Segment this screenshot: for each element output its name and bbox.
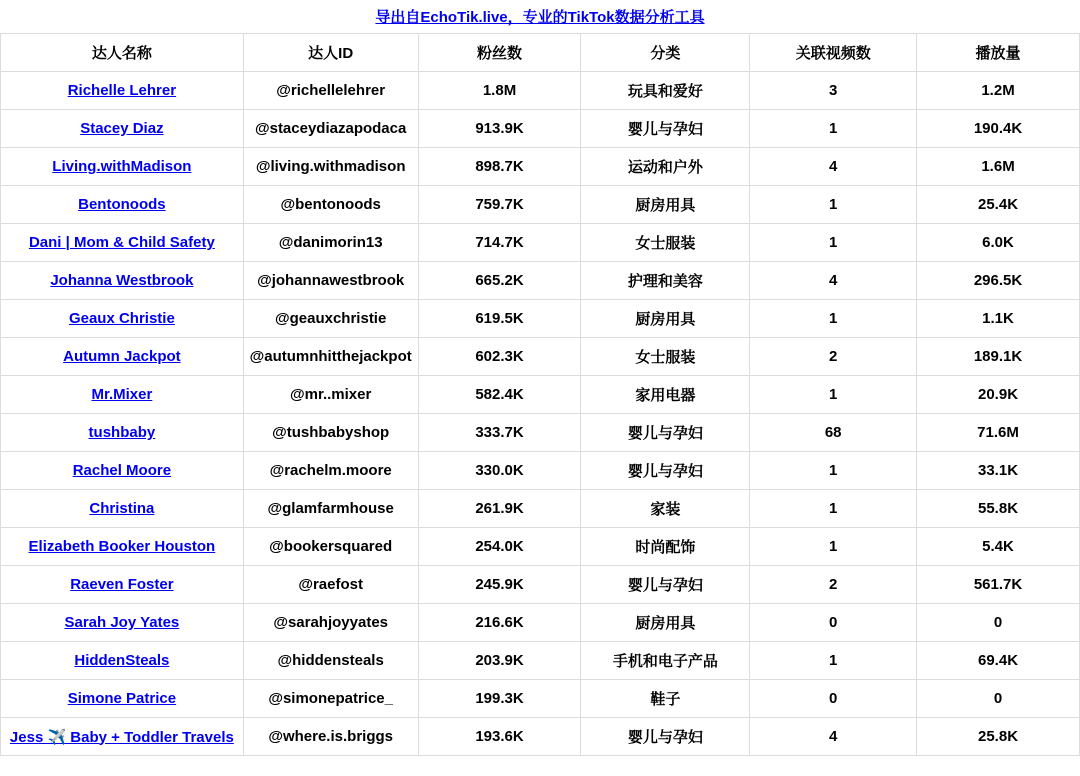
influencer-id-cell: @where.is.briggs [243, 718, 418, 756]
influencer-name-cell [1, 224, 244, 262]
followers-count-cell: 913.9K [418, 110, 581, 148]
category-cell: 时尚配饰 [581, 528, 750, 566]
related-video-count-cell: 1 [750, 376, 917, 414]
influencer-profile-link[interactable]: Johanna Westbrook [50, 272, 194, 289]
play-count-cell: 189.1K [917, 338, 1080, 376]
table-header-row [1, 34, 1080, 72]
table-row [1, 376, 1080, 414]
category-cell: 女士服装 [581, 224, 750, 262]
play-count-cell: 296.5K [917, 262, 1080, 300]
table-row [1, 414, 1080, 452]
play-count-cell: 0 [917, 680, 1080, 718]
related-video-count-cell: 1 [750, 186, 917, 224]
influencer-name-cell [1, 680, 244, 718]
table-body [1, 72, 1080, 756]
influencer-name-cell [1, 566, 244, 604]
column-header: 达人名称 [1, 34, 244, 72]
column-header: 关联视频数 [750, 34, 917, 72]
table-row [1, 262, 1080, 300]
page-header [0, 0, 1080, 33]
influencer-name-cell [1, 300, 244, 338]
play-count-cell: 33.1K [917, 452, 1080, 490]
related-video-count-cell: 68 [750, 414, 917, 452]
related-video-count-cell: 0 [750, 680, 917, 718]
influencer-profile-link[interactable]: Autumn Jackpot [63, 348, 181, 365]
category-cell: 厨房用具 [581, 300, 750, 338]
influencer-id-cell: @tushbabyshop [243, 414, 418, 452]
table-row [1, 338, 1080, 376]
category-cell: 婴儿与孕妇 [581, 452, 750, 490]
category-cell: 玩具和爱好 [581, 72, 750, 110]
category-cell: 家装 [581, 490, 750, 528]
related-video-count-cell: 1 [750, 528, 917, 566]
related-video-count-cell: 4 [750, 148, 917, 186]
influencer-id-cell: @richellelehrer [243, 72, 418, 110]
table-row [1, 528, 1080, 566]
category-cell: 厨房用具 [581, 604, 750, 642]
play-count-cell: 190.4K [917, 110, 1080, 148]
related-video-count-cell: 0 [750, 604, 917, 642]
play-count-cell: 1.2M [917, 72, 1080, 110]
category-cell: 婴儿与孕妇 [581, 718, 750, 756]
related-video-count-cell: 1 [750, 224, 917, 262]
influencer-profile-link[interactable]: Geaux Christie [68, 310, 175, 327]
play-count-cell: 561.7K [917, 566, 1080, 604]
influencer-id-cell: @geauxchristie [243, 300, 418, 338]
related-video-count-cell: 1 [750, 452, 917, 490]
influencer-profile-link[interactable]: Elizabeth Booker Houston [28, 538, 216, 555]
category-cell: 厨房用具 [581, 186, 750, 224]
influencer-id-cell: @sarahjoyyates [243, 604, 418, 642]
play-count-cell: 71.6M [917, 414, 1080, 452]
export-source-link[interactable]: 导出自EchoTik.live，专业的TikTok数据分析工具 [375, 9, 705, 26]
influencer-id-cell: @hiddensteals [243, 642, 418, 680]
influencer-profile-link[interactable]: Dani | Mom & Child Safety [28, 234, 215, 251]
influencer-profile-link[interactable]: Christina [89, 500, 155, 517]
influencer-id-cell: @bookersquared [243, 528, 418, 566]
related-video-count-cell: 1 [750, 300, 917, 338]
followers-count-cell: 193.6K [418, 718, 581, 756]
influencer-name-cell [1, 376, 244, 414]
influencer-profile-link[interactable]: Jess ✈️ Baby + Toddler Travels [9, 728, 234, 746]
influencer-name-cell [1, 262, 244, 300]
play-count-cell: 5.4K [917, 528, 1080, 566]
category-cell: 女士服装 [581, 338, 750, 376]
influencer-name-cell [1, 490, 244, 528]
table-row [1, 718, 1080, 756]
related-video-count-cell: 1 [750, 642, 917, 680]
influencer-profile-link[interactable]: Sarah Joy Yates [64, 614, 180, 631]
column-header: 分类 [581, 34, 750, 72]
influencer-id-cell: @simonepatrice_ [243, 680, 418, 718]
influencer-profile-link[interactable]: Simone Patrice [67, 690, 177, 707]
table-row [1, 642, 1080, 680]
influencer-profile-link[interactable]: Living.withMadison [52, 158, 192, 175]
influencer-profile-link[interactable]: Raeven Foster [70, 576, 174, 593]
category-cell: 婴儿与孕妇 [581, 566, 750, 604]
influencer-id-cell: @bentonoods [243, 186, 418, 224]
influencer-table [0, 33, 1080, 756]
table-row [1, 72, 1080, 110]
followers-count-cell: 582.4K [418, 376, 581, 414]
influencer-id-cell: @autumnhitthejackpot [243, 338, 418, 376]
influencer-id-cell: @staceydiazapodaca [243, 110, 418, 148]
followers-count-cell: 333.7K [418, 414, 581, 452]
table-row [1, 300, 1080, 338]
influencer-id-cell: @johannawestbrook [243, 262, 418, 300]
influencer-name-cell [1, 414, 244, 452]
influencer-profile-link[interactable]: HiddenSteals [74, 652, 170, 669]
followers-count-cell: 216.6K [418, 604, 581, 642]
category-cell: 鞋子 [581, 680, 750, 718]
influencer-name-cell [1, 338, 244, 376]
table-row [1, 224, 1080, 262]
followers-count-cell: 619.5K [418, 300, 581, 338]
influencer-name-cell [1, 110, 244, 148]
category-cell: 婴儿与孕妇 [581, 414, 750, 452]
table-row [1, 604, 1080, 642]
column-header: 粉丝数 [418, 34, 581, 72]
table-row [1, 566, 1080, 604]
influencer-id-cell: @living.withmadison [243, 148, 418, 186]
related-video-count-cell: 1 [750, 490, 917, 528]
play-count-cell: 6.0K [917, 224, 1080, 262]
followers-count-cell: 330.0K [418, 452, 581, 490]
followers-count-cell: 199.3K [418, 680, 581, 718]
influencer-id-cell: @glamfarmhouse [243, 490, 418, 528]
influencer-name-cell [1, 186, 244, 224]
related-video-count-cell: 1 [750, 110, 917, 148]
related-video-count-cell: 2 [750, 566, 917, 604]
influencer-name-cell [1, 718, 244, 756]
influencer-profile-link[interactable]: Rachel Moore [72, 462, 172, 479]
play-count-cell: 69.4K [917, 642, 1080, 680]
followers-count-cell: 602.3K [418, 338, 581, 376]
category-cell: 护理和美容 [581, 262, 750, 300]
influencer-profile-link[interactable]: Richelle Lehrer [67, 82, 177, 99]
followers-count-cell: 714.7K [418, 224, 581, 262]
play-count-cell: 55.8K [917, 490, 1080, 528]
followers-count-cell: 254.0K [418, 528, 581, 566]
influencer-name-cell [1, 604, 244, 642]
followers-count-cell: 203.9K [418, 642, 581, 680]
table-row [1, 148, 1080, 186]
influencer-name-cell [1, 452, 244, 490]
table-row [1, 680, 1080, 718]
play-count-cell: 20.9K [917, 376, 1080, 414]
table-row [1, 186, 1080, 224]
followers-count-cell: 245.9K [418, 566, 581, 604]
play-count-cell: 25.4K [917, 186, 1080, 224]
influencer-profile-link[interactable]: Bentonoods [78, 196, 166, 213]
play-count-cell: 25.8K [917, 718, 1080, 756]
influencer-id-cell: @danimorin13 [243, 224, 418, 262]
followers-count-cell: 759.7K [418, 186, 581, 224]
column-header: 达人ID [243, 34, 418, 72]
category-cell: 家用电器 [581, 376, 750, 414]
influencer-name-cell [1, 528, 244, 566]
play-count-cell: 0 [917, 604, 1080, 642]
followers-count-cell: 1.8M [418, 72, 581, 110]
category-cell: 手机和电子产品 [581, 642, 750, 680]
category-cell: 婴儿与孕妇 [581, 110, 750, 148]
related-video-count-cell: 4 [750, 718, 917, 756]
table-row [1, 110, 1080, 148]
related-video-count-cell: 3 [750, 72, 917, 110]
influencer-id-cell: @rachelm.moore [243, 452, 418, 490]
influencer-id-cell: @raefost [243, 566, 418, 604]
related-video-count-cell: 4 [750, 262, 917, 300]
influencer-profile-link[interactable]: Mr.Mixer [91, 386, 153, 403]
followers-count-cell: 665.2K [418, 262, 581, 300]
related-video-count-cell: 2 [750, 338, 917, 376]
category-cell: 运动和户外 [581, 148, 750, 186]
influencer-id-cell: @mr..mixer [243, 376, 418, 414]
play-count-cell: 1.1K [917, 300, 1080, 338]
influencer-name-cell [1, 72, 244, 110]
play-count-cell: 1.6M [917, 148, 1080, 186]
influencer-name-cell [1, 642, 244, 680]
influencer-profile-link[interactable]: tushbaby [88, 424, 156, 441]
influencer-profile-link[interactable]: Stacey Diaz [80, 120, 164, 137]
followers-count-cell: 898.7K [418, 148, 581, 186]
followers-count-cell: 261.9K [418, 490, 581, 528]
influencer-name-cell [1, 148, 244, 186]
table-row [1, 490, 1080, 528]
table-row [1, 452, 1080, 490]
column-header: 播放量 [917, 34, 1080, 72]
